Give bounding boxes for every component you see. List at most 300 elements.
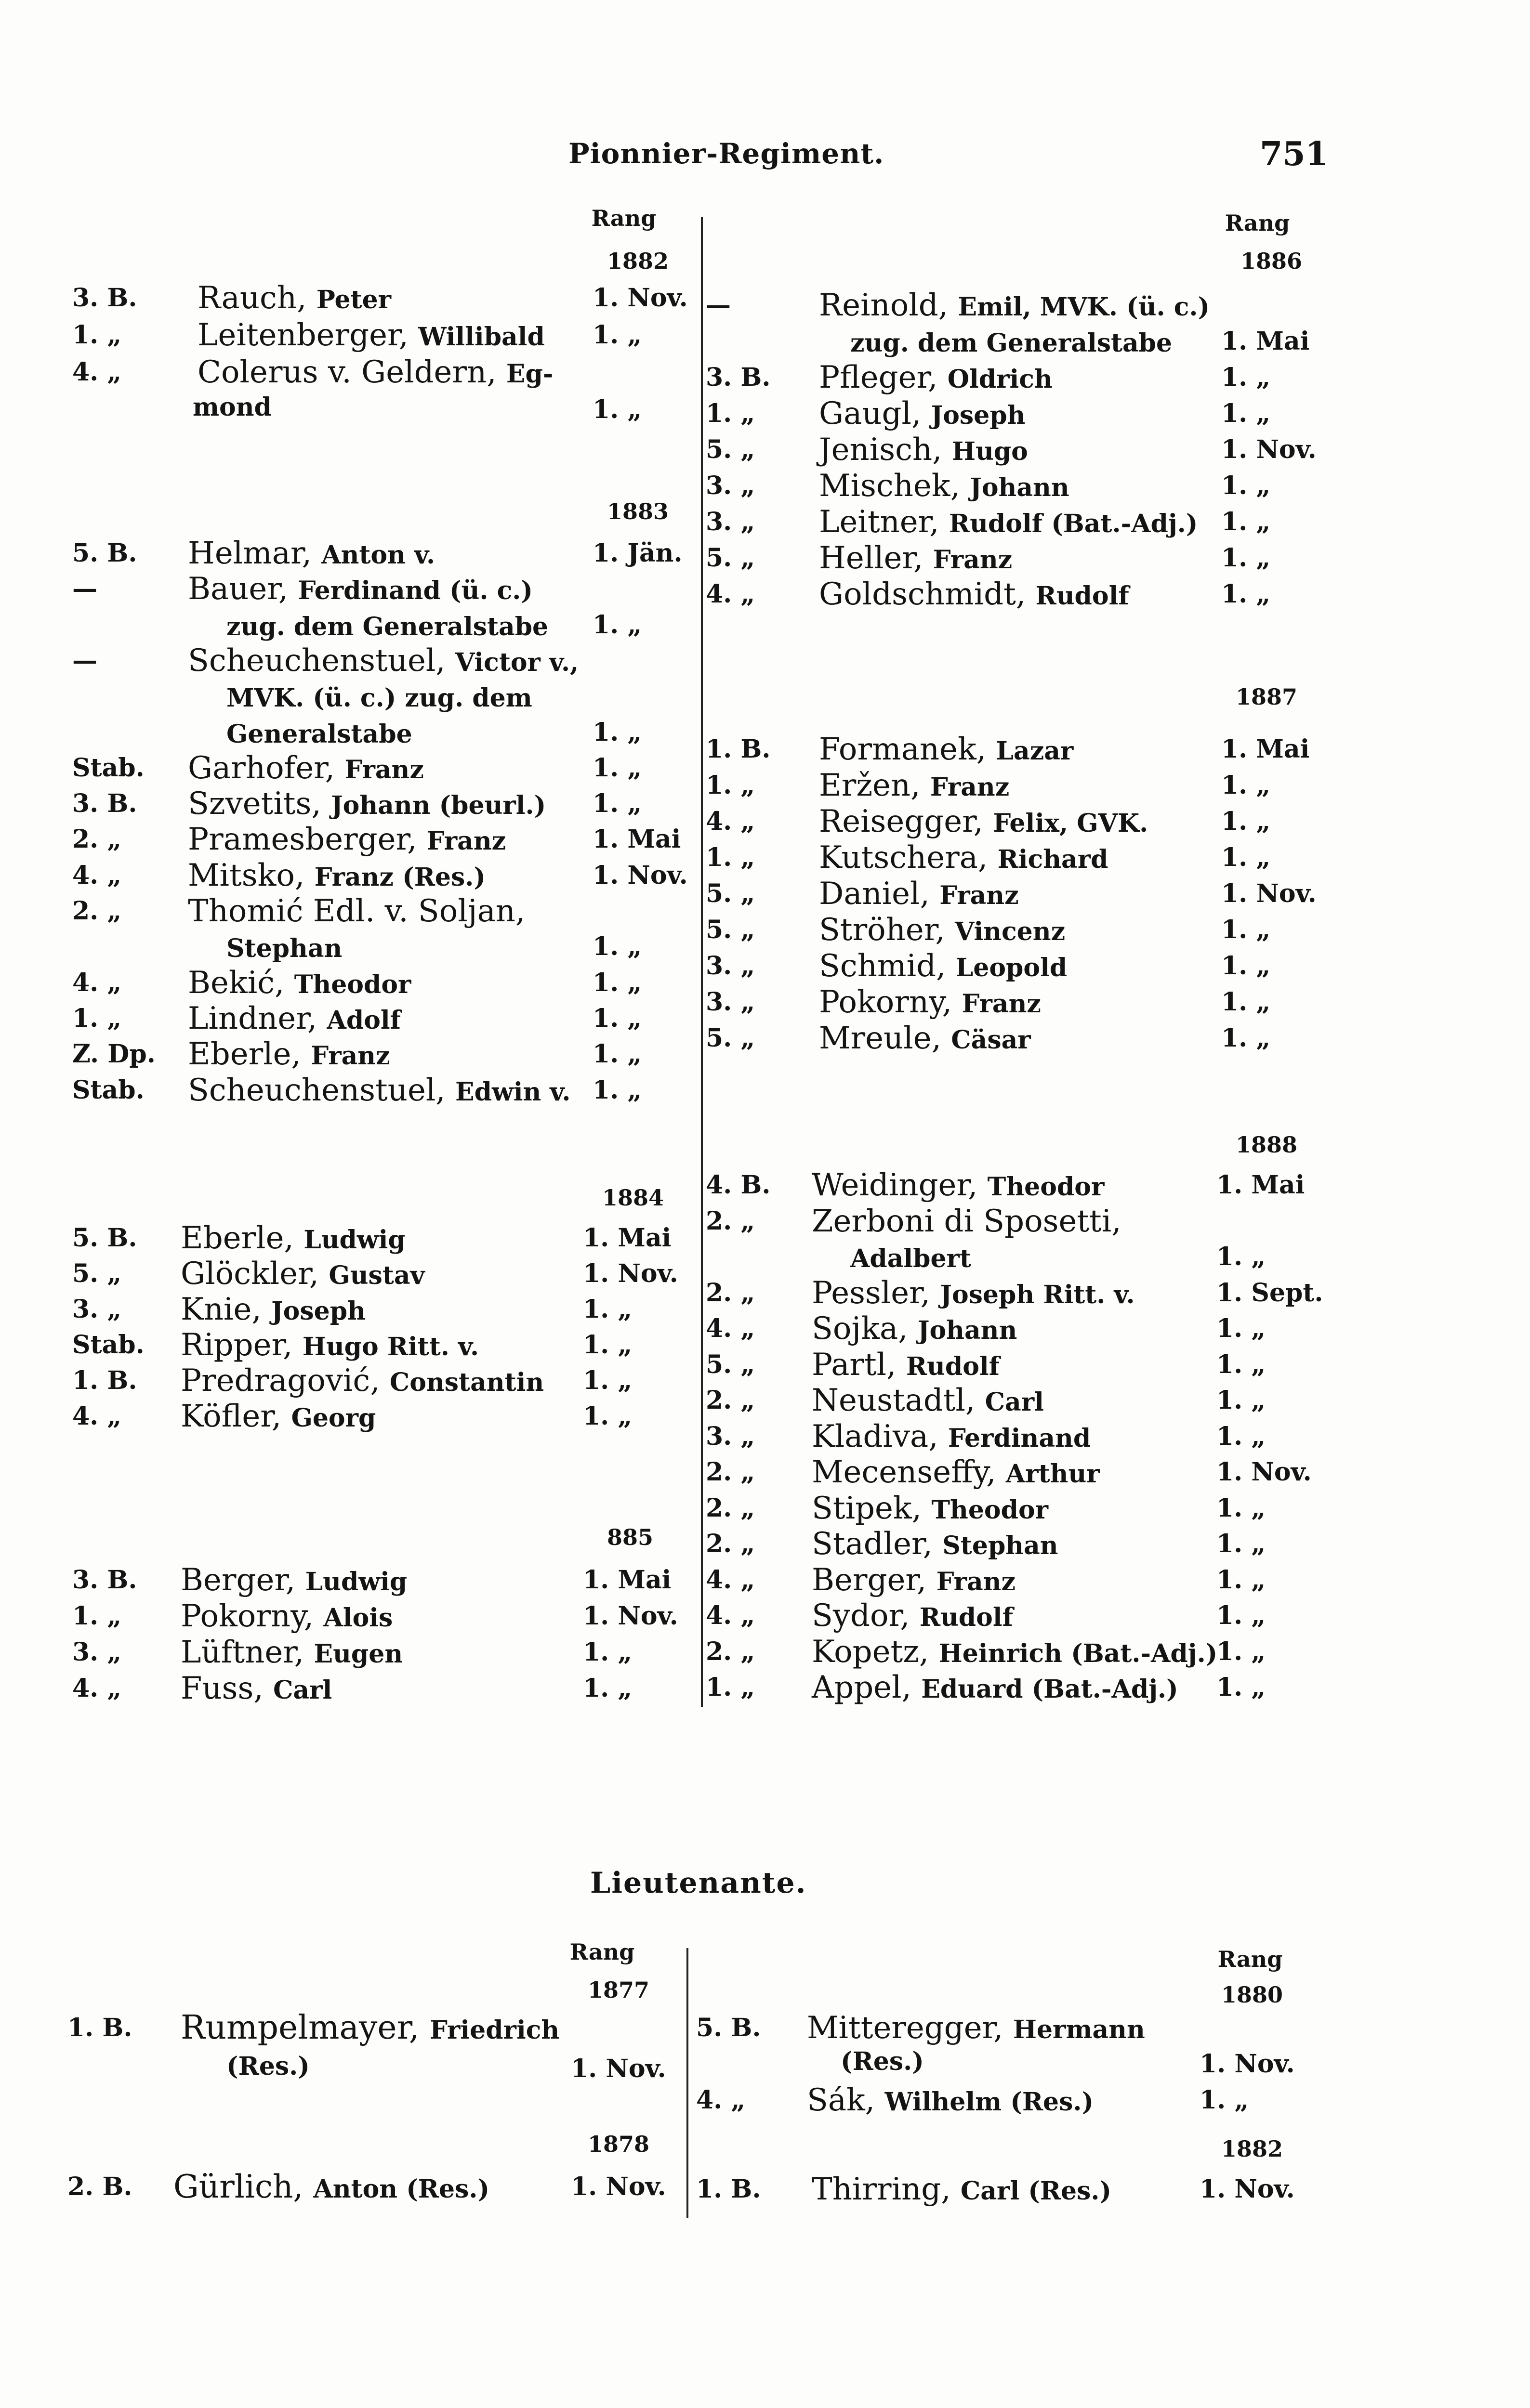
year-label: 1887 [1236,684,1298,710]
officer-name [188,786,546,823]
officer-name [188,1073,570,1110]
officer-name [819,840,1108,877]
officer-name [812,1168,1104,1204]
date: 1. Sept. [1216,1278,1323,1308]
date: 1. „ [1221,471,1271,500]
list-item [706,469,1327,503]
surname: Mecenseffy, [812,1454,996,1490]
list-item [72,1599,694,1634]
rank: 3. „ [72,1637,122,1667]
list-item [706,1348,1327,1382]
rank: 4. B. [706,1170,771,1200]
rank: 5. B. [72,1223,137,1253]
given-name: Franz [936,1567,1016,1597]
officer-name [812,1383,1044,1420]
rank: 1. „ [72,1601,122,1631]
given-name: Wilhelm (Res.) [884,2087,1094,2117]
year-label: 1886 [1240,248,1303,274]
list-item [706,1168,1327,1203]
surname: Stadler, [812,1526,933,1562]
surname: Rumpelmayer, [181,2009,420,2047]
officer-name [812,1527,1058,1563]
given-name: Joseph Ritt. v. [940,1280,1135,1309]
list-item [72,786,694,821]
surname: Gaugl, [819,396,922,432]
date: 1. Nov. [1216,1457,1312,1487]
list-item [72,1001,694,1036]
given-name: Oldrich [947,365,1053,394]
rank: 5. B. [696,2013,761,2042]
date: 1. Nov. [583,1259,678,1288]
date: 1. „ [593,1003,642,1033]
surname: Berger, [181,1562,296,1598]
list-item [72,822,694,857]
given-name: Constantin [389,1368,544,1397]
list-item [72,858,694,893]
officer-name [807,2011,1145,2047]
year-label: 1882 [607,248,669,274]
officer-name [812,1455,1100,1492]
given-name: Willibald [418,322,545,352]
list-item [72,751,694,785]
officer-name [188,822,506,859]
date: 1. „ [1221,843,1271,872]
given-name: Anton (Res.) [313,2174,490,2204]
list-item [72,536,694,571]
officer-name [812,1491,1048,1528]
surname: Colerus v. Geldern, [198,354,497,390]
surname: Knie, [181,1292,262,1327]
surname: Stipek, [812,1490,922,1526]
date: 1. „ [1216,1242,1266,1271]
surname: Thirring, [812,2172,951,2207]
date: 1. „ [583,1330,633,1360]
given-name: Generalstabe [226,719,412,749]
rank: 1. „ [706,1673,755,1702]
given-name: Leopold [955,953,1068,982]
given-name: Carl [273,1675,332,1705]
surname: Neustadtl, [812,1383,976,1418]
date: 1. Nov. [1200,2049,1295,2079]
rank: 5. B. [72,538,137,568]
officer-name [819,432,1028,469]
date: 1. Mai [1221,327,1310,356]
surname: Thomić Edl. v. Soljan, [188,893,526,929]
officer-name [226,608,548,644]
date: 1. „ [593,395,642,424]
officer-name [181,2011,559,2048]
list-item [72,608,694,642]
surname: Glöckler, [181,1256,319,1292]
list-item [706,1563,1327,1597]
officer-name [812,1276,1135,1312]
list-item [72,281,694,315]
given-name: Theodor [987,1172,1105,1202]
date: 1. Nov. [1200,2174,1295,2204]
given-name: Eugen [314,1639,403,1669]
given-name: Carl (Res.) [960,2176,1112,2206]
date: 1. „ [1221,807,1271,836]
officer-name [807,2083,1094,2120]
date: 1. „ [1216,1314,1266,1343]
officer-name [198,355,553,392]
list-item [72,679,694,714]
list-item [706,1240,1327,1274]
date: 1. „ [1216,1421,1266,1451]
date: 1. Mai [1216,1170,1305,1200]
surname: Sydor, [812,1598,910,1634]
rang-header-right [1216,209,1298,236]
rank: 4. „ [706,807,755,836]
officer-name [819,505,1198,541]
date: 1. „ [583,1366,633,1395]
date: 1. „ [583,1295,633,1324]
given-name: Georg [291,1403,376,1433]
given-name: Cäsar [951,1025,1031,1055]
officer-name [188,966,411,1002]
officer-name [812,1563,1016,1599]
rank: 4. „ [706,1314,755,1343]
rank: 5. „ [72,1259,122,1288]
list-item [706,288,1327,323]
surname: Sojka, [812,1311,908,1347]
surname: Pokorny, [181,1598,314,1634]
given-name: Rudolf [906,1351,1000,1381]
surname: Kutschera, [819,840,988,876]
rang-label: Rang [1225,210,1290,236]
officer-name [819,360,1053,397]
date: 1. Mai [1221,734,1310,764]
date: 1. „ [583,1637,633,1667]
given-name: Franz [933,545,1013,575]
surname: Helmar, [188,536,312,571]
surname: Köfler, [181,1399,282,1434]
officer-name [181,1563,407,1599]
rank: 3. B. [72,1565,137,1595]
given-name: Vincenz [955,917,1066,946]
rank: 2. „ [706,1278,755,1308]
given-name: Hermann [1013,2015,1145,2044]
rank: 1. B. [696,2174,761,2204]
date: 1. „ [593,968,642,997]
rank: 1. „ [706,399,755,428]
date: 1. „ [1221,543,1271,573]
officer-name [819,768,1009,805]
officer-name [812,1204,1121,1239]
officer-name [819,396,1025,433]
surname: Leitner, [819,504,939,540]
date: 1. Nov. [583,1601,678,1631]
given-name: Franz [939,881,1019,910]
surname: Garhofer, [188,750,335,786]
officer-name [850,1240,971,1276]
rank: 4. „ [72,357,122,387]
list-item [706,877,1327,911]
list-item [706,1311,1327,1346]
surname: Heller, [819,540,923,576]
officer-name [181,1221,406,1257]
rank: 3. „ [72,1295,122,1324]
surname: Bauer, [188,571,289,607]
rank: 1. „ [72,1003,122,1033]
surname: Weidinger, [812,1167,978,1203]
given-name: zug. dem Generalstabe [850,328,1173,358]
officer-name [850,324,1172,361]
officer-name [819,288,1210,325]
officer-name [819,913,1065,949]
date: 1. „ [593,789,642,819]
rank: 2. „ [706,1493,755,1523]
rank: 4. „ [72,1674,122,1703]
date: 1. „ [1221,951,1271,981]
date: 1. „ [1200,2085,1249,2115]
rank: Stab. [72,1075,145,1105]
list-item [706,1598,1327,1633]
year-label: 1880 [1221,1982,1283,2008]
list-item [72,1328,694,1362]
given-name: Emil, MVK. (ü. c.) [958,292,1210,322]
list-item [706,1670,1327,1705]
given-name: MVK. (ü. c.) zug. dem [226,683,532,713]
officer-name [812,1348,1000,1384]
rank: — [706,290,731,320]
given-name: Gustav [329,1261,425,1290]
date: 1. Nov. [1221,435,1317,464]
surname: Mreule, [819,1021,941,1056]
date: 1. „ [1216,1601,1266,1630]
rank: 2. „ [72,824,122,854]
list-item [706,1383,1327,1418]
surname: Kopetz, [812,1634,929,1670]
officer-name [188,858,486,895]
given-name: Joseph [931,401,1026,430]
officer-name [181,1399,376,1436]
officer-name [819,469,1069,505]
surname: Mitsko, [188,857,305,893]
officer-name [819,732,1073,769]
list-item [706,1204,1327,1239]
rank: 4. „ [72,860,122,890]
officer-name [226,715,412,752]
rank: 5. „ [706,435,755,464]
rank: 5. „ [706,915,755,944]
surname: Leitenberger, [198,317,409,353]
list-item [706,324,1327,359]
given-name: Lazar [996,736,1074,766]
date: 1. „ [1221,987,1271,1017]
officer-name [812,2172,1111,2209]
rank: 1. B. [706,734,771,764]
list-item [72,1221,694,1256]
surname: Szvetits, [188,786,321,822]
list-item [706,1635,1327,1669]
date: 1. „ [1221,507,1271,537]
list-item [706,1491,1327,1526]
surname: Predragović, [181,1363,380,1399]
given-name: Theodor [931,1495,1049,1525]
given-name: Ludwig [305,1567,408,1597]
given-name: Franz [426,826,506,856]
rank: 1. B. [72,1366,137,1395]
given-name: Franz [311,1041,390,1071]
date: 1. „ [1221,579,1271,609]
officer-name [198,281,391,317]
surname: Partl, [812,1347,897,1383]
surname: Ströher, [819,912,945,948]
list-item [706,913,1327,947]
officer-name [198,318,545,354]
list-item [72,715,694,750]
officer-name [188,894,525,929]
surname: Berger, [812,1562,927,1598]
given-name: Franz (Res.) [314,862,486,892]
column-divider [686,1948,688,2218]
surname: Bekić, [188,965,285,1001]
surname: Gürlich, [173,2168,303,2205]
given-name: Victor v., [455,647,579,677]
list-item [72,572,694,606]
surname: Fuss, [181,1671,264,1706]
list-item [72,643,694,678]
officer-name [181,1363,544,1400]
given-name: Ludwig [303,1225,406,1255]
given-name: Johann [917,1316,1017,1345]
list-item [706,1419,1327,1454]
rank: 5. „ [706,1023,755,1053]
officer-name [819,1021,1031,1058]
officer-name [819,577,1129,614]
given-name: Joseph [271,1296,366,1326]
rank: 5. „ [706,1349,755,1379]
surname: Reinold, [819,288,949,323]
surname: Rauch, [198,280,307,316]
given-name: Theodor [294,969,411,999]
date: 1. „ [1216,1386,1266,1415]
list-item [72,929,694,964]
given-name: Felix, GVK. [993,809,1148,838]
rang-label: Rang [1217,1946,1283,1972]
officer-name [819,949,1067,985]
surname: Reisegger, [819,804,983,839]
rank: 3. „ [706,987,755,1017]
rank: 2. „ [72,896,122,926]
year-label: 885 [607,1524,654,1550]
rank: 1. „ [706,771,755,800]
date: 1. „ [593,1075,642,1105]
given-name: Adalbert [850,1244,972,1273]
date: 1. „ [593,932,642,962]
list-item [706,768,1327,803]
list-item [72,318,694,353]
surname: Pessler, [812,1275,930,1311]
date: 1. „ [583,1401,633,1431]
date: 1. „ [1216,1493,1266,1523]
given-name: zug. dem Generalstabe [226,612,549,641]
surname: Pramesberger, [188,822,417,858]
list-item [706,949,1327,983]
list-item [706,505,1327,539]
date: 1. „ [1221,771,1271,800]
rank: 3. B. [72,789,137,819]
date: 1. „ [593,753,642,783]
list-item [706,1455,1327,1490]
given-name: Arthur [1005,1459,1100,1489]
list-item [706,396,1327,431]
list-item [706,1276,1327,1310]
list-item [706,732,1327,767]
given-name: Edwin v. [455,1077,571,1107]
list-item [72,355,694,390]
year-label: 1888 [1236,1132,1298,1158]
given-name: Rudolf [919,1603,1013,1632]
given-name: Eg- [506,359,554,389]
given-name: Adolf [327,1005,401,1035]
date: 1. Nov. [1221,879,1317,908]
surname: Goldschmidt, [819,576,1026,612]
officer-name [188,643,579,680]
rank: 3. „ [706,507,755,537]
list-item [706,1527,1327,1561]
list-item [706,840,1327,875]
date: 1. „ [593,717,642,747]
officer-name [226,929,342,966]
running-header-title: Pionnier-Regiment. [568,137,884,170]
given-name: Friedrich [429,2015,560,2045]
list-item [706,541,1327,576]
officer-name [181,1671,332,1708]
rank: 2. „ [706,1636,755,1666]
list-item [706,804,1327,839]
date: 1. „ [593,320,642,350]
date: 1. „ [593,1039,642,1069]
date: 1. „ [1216,1636,1266,1666]
surname: Eberle, [181,1220,294,1256]
officer-name [188,1001,401,1038]
column-divider [701,217,703,1707]
list-item [72,1563,694,1597]
officer-name [812,1635,1217,1671]
officer-name [819,541,1012,577]
given-name: Hugo [951,437,1028,466]
officer-name [819,804,1148,841]
rank: Stab. [72,1330,145,1360]
surname: Appel, [812,1670,911,1705]
given-name: Ferdinand (ü. c.) [298,576,533,606]
rank: 4. „ [72,968,122,997]
given-name: Anton v. [321,540,435,570]
rank: 3. B. [72,283,137,313]
given-name: Peter [316,285,392,314]
date: 1. Jän. [593,538,683,568]
list-item [706,360,1327,395]
list-item [72,894,694,929]
rank: 4. „ [706,1565,755,1595]
date: 1. Nov. [593,283,688,313]
rank: 4. „ [72,1401,122,1431]
list-item [706,577,1327,612]
officer-name [188,536,435,573]
given-name: Richard [997,845,1108,874]
date: 1. Nov. [593,860,688,890]
year-label: 1884 [602,1185,664,1211]
list-item [72,1363,694,1398]
date: 1. „ [583,1674,633,1703]
date: 1. „ [1216,1349,1266,1379]
surname: Mitteregger, [807,2010,1003,2046]
name-continuation: (Res.) [226,2052,310,2081]
list-item [706,432,1327,467]
given-name: Carl [985,1387,1044,1417]
